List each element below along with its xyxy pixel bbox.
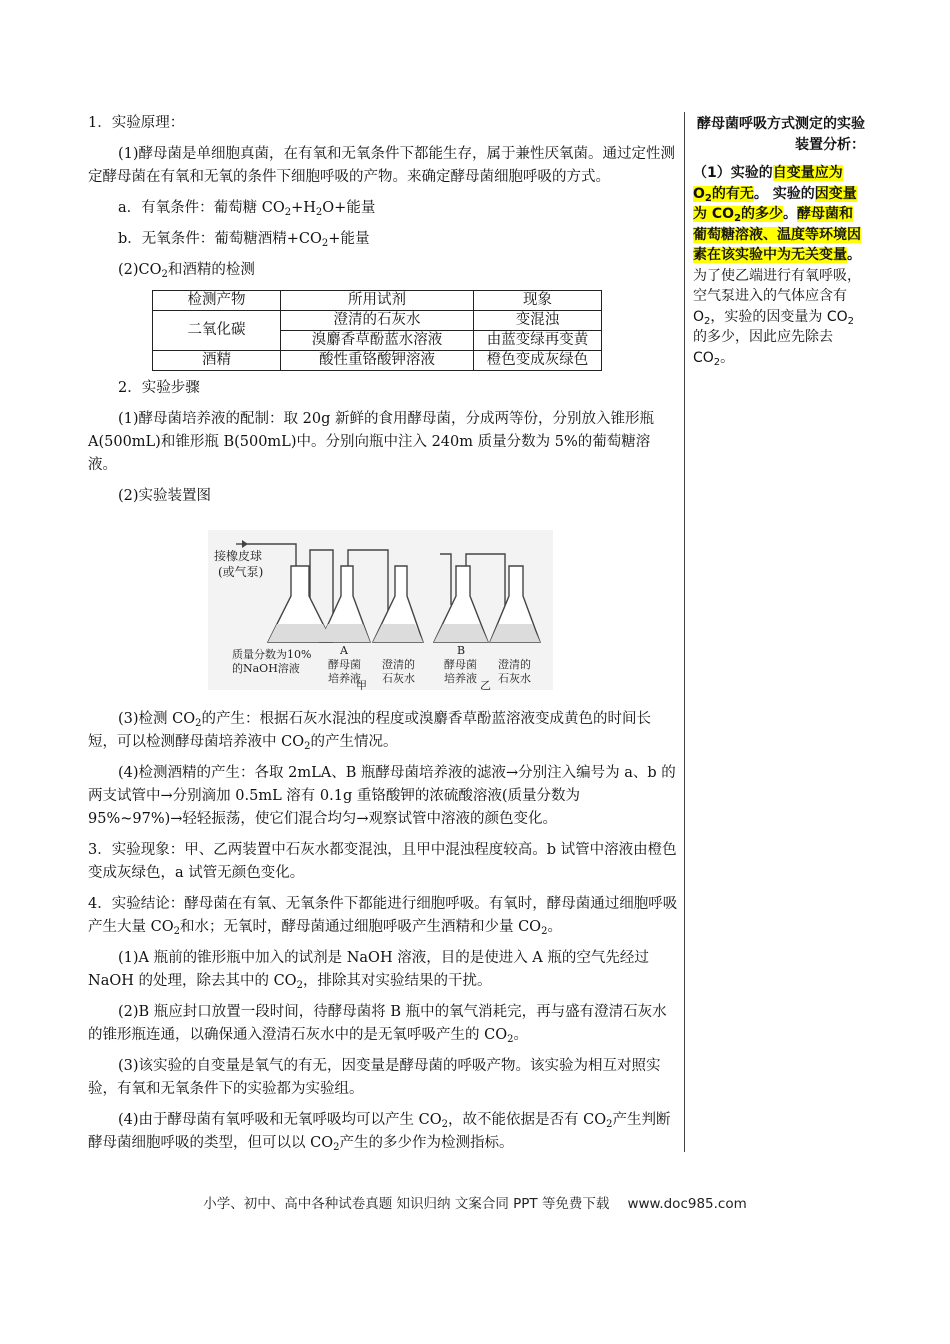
table-row: [153, 351, 602, 371]
flask-a-liquid: [320, 624, 370, 642]
detection-table: [152, 290, 602, 371]
detection-heading: $(2)CO_2$和酒精的检测: [118, 262, 255, 280]
highlight-dependent-variable: 因变量为 $CO_2$的多少: [693, 185, 857, 224]
section-principle-heading: 1．实验原理：: [88, 115, 185, 131]
flask-b-liquid: [434, 624, 488, 642]
section-conclusion: 4．实验结论：酵母菌在有氧、无氧条件下都能进行细胞呼吸。有氧时，酵母菌通过细胞呼吸产生大量 $CO_2$和水；无氧时，酵母菌通过细胞呼吸产生酒精和少量 $CO_2$。: [88, 896, 678, 937]
caption-yeast-a-line1: 酵母菌: [328, 658, 361, 671]
side-note: [693, 114, 865, 368]
section-steps-heading: 2．实验步骤: [118, 380, 200, 396]
principle-paragraph-1: (1)酵母菌是单细胞真菌，在有氧和无氧条件下都能生存，属于兼性厌氧菌。通过定性测定酵母菌在有氧和无氧的条件下细胞呼吸的产物。来确定酵母菌细胞呼吸的方式。: [88, 146, 676, 185]
column-divider: [684, 112, 685, 1152]
table-cell: 橙色变成灰绿色: [474, 351, 602, 371]
caption-limewater-jia-line1: 澄清的: [382, 658, 415, 671]
table-cell: 澄清的石灰水: [281, 311, 474, 331]
conclusion-point-4: (4)由于酵母菌有氧呼吸和无氧呼吸均可以产生 $CO_2$，故不能依据是否有 $CO_2$产生判断酵母菌细胞呼吸的类型，但可以以 $CO_2$产生的多少作为检测指标。: [88, 1112, 671, 1153]
table-cell: 变混浊: [474, 311, 602, 331]
conclusion-point-3: (3)该实验的自变量是氧气的有无，因变量是酵母菌的呼吸产物。该实验为相互对照实验，有氧和无氧条件下的实验都为实验组。: [88, 1058, 661, 1097]
footer-url[interactable]: www.doc985.com: [627, 1196, 747, 1212]
highlight-independent-variable: 自变量应为 $O_2$的有无: [693, 165, 843, 204]
step-3-paragraph: (3)检测 $CO_2$的产生：根据石灰水混浊的程度或溴麝香草酚蓝溶液变成黄色的时间长短，可以检测酵母菌培养液中 $CO_2$的产生情况。: [88, 711, 652, 752]
flask-b-label: B: [457, 644, 466, 657]
table-cell: 酒精: [153, 351, 281, 371]
caption-limewater-yi-line2: 石灰水: [498, 672, 531, 685]
caption-yeast-b-line1: 酵母菌: [444, 658, 477, 671]
table-cell: 酸性重铬酸钾溶液: [281, 351, 474, 371]
aerobic-equation: a．有氧条件：葡萄糖 $CO_2+H_2O+$能量: [118, 200, 376, 218]
caption-naoh-line1: 质量分数为10%: [232, 648, 312, 661]
side-note-body: 为了使乙端进行有氧呼吸，空气泵进入的气体应含有 $O_2$，实验的因变量为 $CO_2$的多少，因此应先除去 $CO_2$。: [693, 267, 861, 368]
table-cell: 由蓝变绿再变黄: [474, 331, 602, 351]
group-jia-label: 甲: [356, 679, 367, 690]
step-2-heading: (2)实验装置图: [118, 488, 212, 504]
table-header-cell: 所用试剂: [281, 291, 474, 311]
table-header-cell: 检测产物: [153, 291, 281, 311]
conclusion-point-2: (2)B 瓶应封口放置一段时间，待酵母菌将 B 瓶中的氧气消耗完，再与盛有澄清石灰水的锥形瓶连通，以确保通入澄清石灰水中的是无氧呼吸产生的 $CO_2$。: [88, 1004, 667, 1045]
apparatus-svg: [208, 530, 553, 690]
table-header-cell: 现象: [474, 291, 602, 311]
apparatus-diagram: [208, 530, 678, 698]
page-footer: [0, 1192, 950, 1212]
step-1-paragraph: (1)酵母菌培养液的配制：取 20g 新鲜的食用酵母菌，分成两等份，分别放入锥形瓶 A(500mL)和锥形瓶 B(500mL)中。分别向瓶中注入 240m 质量分数为 5%的葡萄糖溶液。: [88, 411, 654, 473]
table-header-row: [153, 291, 602, 311]
anaerobic-equation: b．无氧条件：葡萄糖酒精$+CO_2+$能量: [118, 231, 370, 249]
flask-a-label: A: [340, 644, 348, 657]
inlet-label-line2: (或气泵): [218, 565, 264, 579]
table-cell: 溴麝香草酚蓝水溶液: [281, 331, 474, 351]
conclusion-point-1: (1)A 瓶前的锥形瓶中加入的试剂是 NaOH 溶液，目的是使进入 A 瓶的空气先经过 NaOH 的处理，除去其中的 $CO_2$，排除其对实验结果的干扰。: [88, 950, 649, 991]
caption-naoh-line2: 的NaOH溶液: [232, 662, 300, 675]
caption-limewater-jia-line2: 石灰水: [382, 672, 415, 685]
caption-yeast-a-line2: 培养液: [328, 672, 361, 685]
group-yi-label: 乙: [480, 679, 491, 690]
inlet-label-line1: 接橡皮球: [214, 549, 263, 563]
side-note-highlighted-text: （1）实验的自变量应为 $O_2$的有无。 实验的因变量为 $CO_2$的多少。酵母菌和葡萄糖溶液、温度等环境因素在该实验中为无关变量。: [693, 165, 861, 263]
table-cell: 二氧化碳: [153, 311, 281, 351]
step-4-paragraph: (4)检测酒精的产生：各取 2mLA、B 瓶酵母菌培养液的滤液→分别注入编号为 a、b 的两支试管中→分别滴加 0.5mL 溶有 0.1g 重铬酸钾的浓硫酸溶液(质量分数为 95%~97%)→轻轻振荡，使它们混合均匀→观察试管中溶液的颜色变化。: [88, 765, 676, 827]
limewater-yi-liquid: [490, 624, 540, 642]
highlight-irrelevant-variables: 酵母菌和葡萄糖溶液、温度等环境因素在该实验中为无关变量: [693, 206, 861, 263]
main-content: [88, 112, 678, 1163]
caption-yeast-b-line2: 培养液: [444, 672, 477, 685]
section-phenomenon: 3．实验现象：甲、乙两装置中石灰水都变混浊，且甲中混浊程度较高。b 试管中溶液由橙色变成灰绿色，a 试管无颜色变化。: [88, 842, 677, 881]
table-row: [153, 311, 602, 331]
side-note-title: 酵母菌呼吸方式测定的实验装置分析：: [697, 116, 865, 153]
caption-limewater-yi-line1: 澄清的: [498, 658, 531, 671]
footer-text: 小学、初中、高中各种试卷真题 知识归纳 文案合同 PPT 等免费下载: [203, 1196, 610, 1212]
